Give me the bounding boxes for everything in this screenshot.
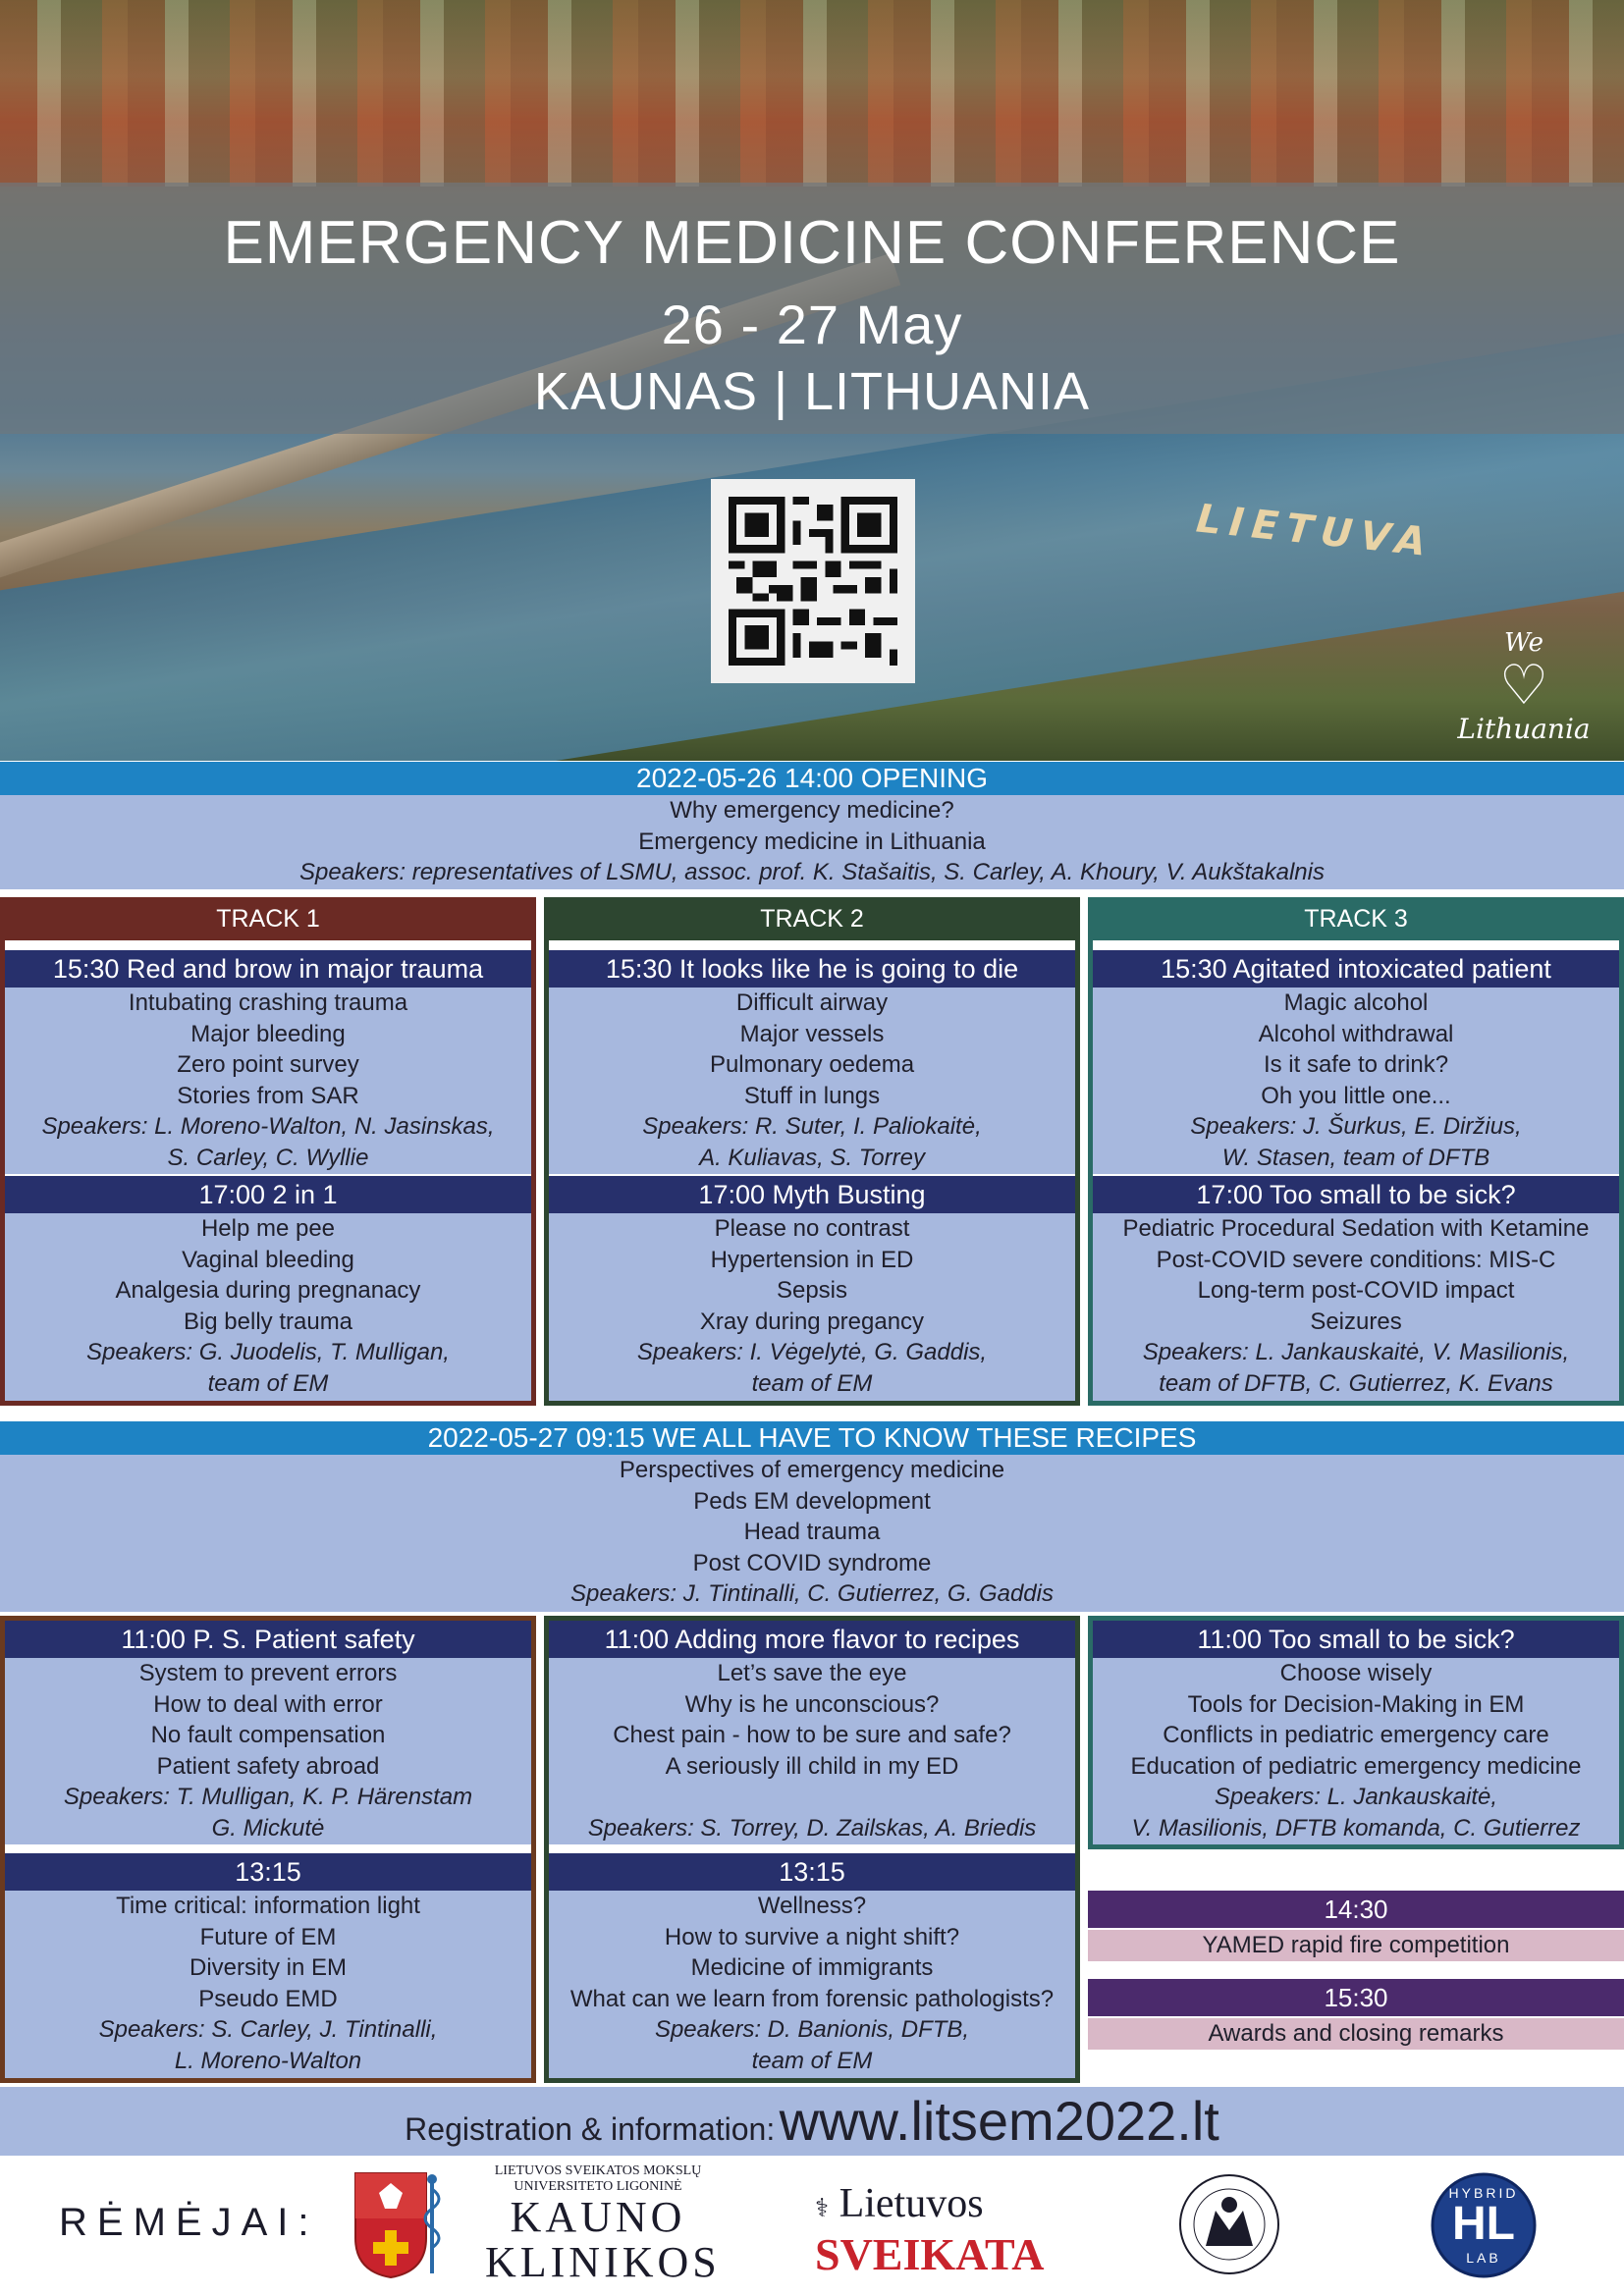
session-speakers: team of EM [751,2047,873,2074]
session-speakers: team of EM [751,1369,873,1397]
session-speakers: A. Kuliavas, S. Torrey [699,1144,925,1171]
session-line: Medicine of immigrants [690,1954,934,1981]
closing-2-text: Awards and closing remarks [1088,2018,1624,2050]
session-line: Pseudo EMD [198,1985,338,2012]
hybrid-lab-mark: HL [1452,2198,1515,2250]
session-line: Why is he unconscious? [684,1690,940,1718]
day2-col3-session-1-title: 11:00 Too small to be sick? [1093,1621,1619,1658]
day2-col2-session-1-title: 11:00 Adding more flavor to recipes [549,1621,1075,1658]
opening-line: Why emergency medicine? [670,797,954,824]
city-roofs [0,0,1624,187]
day2-col2-session-2-title: 13:15 [549,1853,1075,1891]
track-3-column [1088,897,1624,1406]
qr-code[interactable] [711,479,915,683]
session-line: How to survive a night shift? [664,1923,960,1950]
session-line: Help me pee [200,1215,336,1242]
closing-1-time: 14:30 [1088,1891,1624,1928]
track-2-label: TRACK 2 [544,897,1080,940]
caduceus-icon [412,2169,452,2279]
session-speakers: L. Moreno-Walton [174,2047,362,2074]
session-line: Wellness? [757,1893,867,1919]
session-speakers: Speakers: I. Vėgelytė, G. Gaddis, [636,1339,988,1365]
session-speakers: Speakers: S. Carley, J. Tintinalli, [98,2016,438,2043]
session-speakers: Speakers: G. Juodelis, T. Mulligan, [86,1339,450,1365]
track-1-session-1-title: 15:30 Red and brow in major trauma [5,950,531,988]
track-1-label: TRACK 1 [0,897,536,940]
session-line: Is it safe to drink? [1263,1051,1449,1078]
track-2-session-1-title: 15:30 It looks like he is going to die [549,950,1075,988]
day2-col1-session-2-body [5,1891,531,2078]
day2-col3-session-1-body [1093,1658,1619,1844]
session-line: Oh you little one... [1261,1082,1451,1109]
registration-url[interactable]: www.litsem2022.lt [779,2090,1219,2152]
session-line: Education of pediatric emergency medicine [1130,1752,1582,1780]
closing-2-time: 15:30 [1088,1979,1624,2016]
day2-col2-session-2-body [549,1891,1075,2078]
opening-body [0,795,1624,889]
track-3-label: TRACK 3 [1088,897,1624,940]
session-speakers: Speakers: T. Mulligan, K. P. Härenstam [63,1784,473,1810]
day2-column-2 [544,1616,1080,2083]
session-line: Hypertension in ED [710,1246,914,1273]
day2-col2-session-1-body [549,1658,1075,1844]
track-1-session-2-body [5,1213,531,1401]
lietuva-sign: LIETUVA [1194,496,1436,566]
track-3-session-2-title: 17:00 Too small to be sick? [1093,1176,1619,1213]
registration-bar [0,2087,1624,2156]
closing-1-text: YAMED rapid fire competition [1088,1930,1624,1961]
session-line: Conflicts in pediatric emergency care [1163,1722,1549,1748]
session-line: Major vessels [739,1020,885,1047]
session-line: Stories from SAR [177,1082,359,1109]
day2-column-1 [0,1616,536,2083]
track-1-column [0,897,536,1406]
kauno-klinikos-big1: KAUNO [510,2193,686,2241]
sponsors-label: RĖMĖJAI: [59,2201,319,2244]
plenary-line: Head trauma [743,1519,881,1545]
day2-column-3 [1088,1616,1624,1849]
session-speakers: W. Stasen, team of DFTB [1221,1144,1490,1171]
conference-title: EMERGENCY MEDICINE CONFERENCE [223,209,1401,277]
session-speakers: G. Mickutė [211,1814,325,1842]
session-line: Magic alcohol [1283,989,1429,1016]
we-logo-text: We [1504,628,1543,658]
hybrid-lab-logo [1430,2171,1538,2279]
session-line: Please no contrast [714,1215,910,1242]
session-line: Vaginal bleeding [182,1246,354,1273]
session-line: Let’s save the eye [717,1660,907,1686]
plenary-body [0,1455,1624,1612]
kauno-klinikos-big2: KLINIKOS [485,2238,721,2286]
session-speakers: V. Masilionis, DFTB komanda, C. Gutierrez [1131,1814,1581,1842]
session-line: Zero point survey [177,1051,359,1078]
session-line: What can we learn from forensic pathologists? [569,1985,1055,2012]
plenary-line: Peds EM development [693,1487,931,1515]
track-2-session-2-title: 17:00 Myth Busting [549,1176,1075,1213]
session-line: No fault compensation [150,1722,386,1748]
session-line: A seriously ill child in my ED [665,1752,959,1780]
day2-col1-session-1-title: 11:00 P. S. Patient safety [5,1621,531,1658]
track-2-column [544,897,1080,1406]
sveikata-mark-icon: ⚕ [815,2194,830,2222]
opening-line: Emergency medicine in Lithuania [638,828,986,855]
kauno-klinikos-logo [485,2163,721,2291]
kauno-klinikos-mid: UNIVERSITETO LIGONINĖ [514,2179,682,2194]
registration-label: Registration & information: [405,2111,776,2147]
hero-photo [0,0,1624,761]
kauno-klinikos-top: LIETUVOS SVEIKATOS MOKSLŲ [494,2163,702,2178]
session-line: Difficult airway [735,989,889,1016]
qr-code-icon [729,497,897,666]
track-3-session-1-body [1093,988,1619,1174]
conference-location: KAUNAS | LITHUANIA [533,362,1091,421]
session-line: Alcohol withdrawal [1258,1020,1454,1047]
day2-col1-session-1-body [5,1658,531,1844]
track-3-session-2-body [1093,1213,1619,1401]
sponsors-bar [0,2156,1624,2296]
day2-col1-session-2-title: 13:15 [5,1853,531,1891]
foundation-seal-icon [1176,2171,1282,2277]
track-1-session-1-body [5,988,531,1174]
lietuvos-sveikata-logo [815,2181,1080,2279]
plenary-speakers: Speakers: J. Tintinalli, C. Gutierrez, G. Gaddis [570,1580,1054,1607]
track-2-session-2-body [549,1213,1075,1401]
plenary-header: 2022-05-27 09:15 WE ALL HAVE TO KNOW THESE RECIPES [0,1421,1624,1455]
track-3-session-1-title: 15:30 Agitated intoxicated patient [1093,950,1619,988]
session-line: Intubating crashing trauma [128,989,408,1016]
session-line: Seizures [1310,1308,1402,1335]
conference-dates: 26 - 27 May [661,294,963,355]
we-love-lithuania-logo [1435,628,1612,756]
session-speakers: Speakers: L. Moreno-Walton, N. Jasinskas, [41,1113,495,1140]
session-speakers: Speakers: L. Jankauskaitė, [1214,1784,1498,1810]
opening-header: 2022-05-26 14:00 OPENING [0,762,1624,795]
session-line: Diversity in EM [189,1954,348,1981]
track-2-session-1-body [549,988,1075,1174]
session-speakers: Speakers: S. Torrey, D. Zailskas, A. Briedis [587,1814,1037,1842]
opening-speakers: Speakers: representatives of LSMU, assoc. prof. K. Stašaitis, S. Carley, A. Khoury, V. Aukštakalnis [299,859,1325,885]
session-line: Stuff in lungs [743,1082,881,1109]
session-line: Xray during pregancy [699,1308,925,1335]
session-speakers: Speakers: J. Šurkus, E. Diržius, [1190,1113,1522,1140]
session-line: Sepsis [776,1277,848,1304]
session-line: Long-term post-COVID impact [1197,1277,1515,1304]
session-speakers [549,1782,1075,1813]
session-line: Choose wisely [1279,1660,1433,1686]
sveikata-line1: Lietuvos [839,2181,984,2226]
plenary-line: Post COVID syndrome [692,1549,932,1576]
session-speakers: Speakers: L. Jankauskaitė, V. Masilionis, [1142,1339,1570,1365]
lithuania-logo-text: Lithuania [1457,713,1591,745]
session-line: How to deal with error [153,1690,383,1718]
session-speakers: Speakers: R. Suter, I. Paliokaitė, [642,1113,982,1140]
session-line: Analgesia during pregnanacy [115,1277,421,1304]
session-line: Big belly trauma [183,1308,353,1335]
session-line: Major bleeding [190,1020,346,1047]
session-speakers: team of EM [207,1369,329,1397]
session-speakers: S. Carley, C. Wyllie [167,1144,369,1171]
sveikata-line2: SVEIKATA [815,2229,1045,2279]
session-line: Tools for Decision-Making in EM [1187,1690,1525,1718]
session-line: Pediatric Procedural Sedation with Ketamine [1122,1215,1590,1242]
session-line: System to prevent errors [138,1660,398,1686]
session-line: Pulmonary oedema [709,1051,915,1078]
plenary-line: Perspectives of emergency medicine [619,1457,1005,1483]
session-speakers: Speakers: D. Banionis, DFTB, [654,2016,970,2043]
session-line: Chest pain - how to be sure and safe? [613,1722,1011,1748]
session-line: Patient safety abroad [156,1752,380,1780]
session-line: Post-COVID severe conditions: MIS-C [1156,1246,1556,1273]
track-1-session-2-title: 17:00 2 in 1 [5,1176,531,1213]
heart-icon: ♡ [1498,654,1549,716]
session-line: Future of EM [199,1923,337,1950]
session-speakers: team of DFTB, C. Gutierrez, K. Evans [1159,1369,1553,1397]
hybrid-lab-bottom: LAB [1466,2250,1501,2266]
hybrid-lab-top: HYBRID [1448,2185,1519,2201]
session-line: Time critical: information light [116,1893,420,1919]
